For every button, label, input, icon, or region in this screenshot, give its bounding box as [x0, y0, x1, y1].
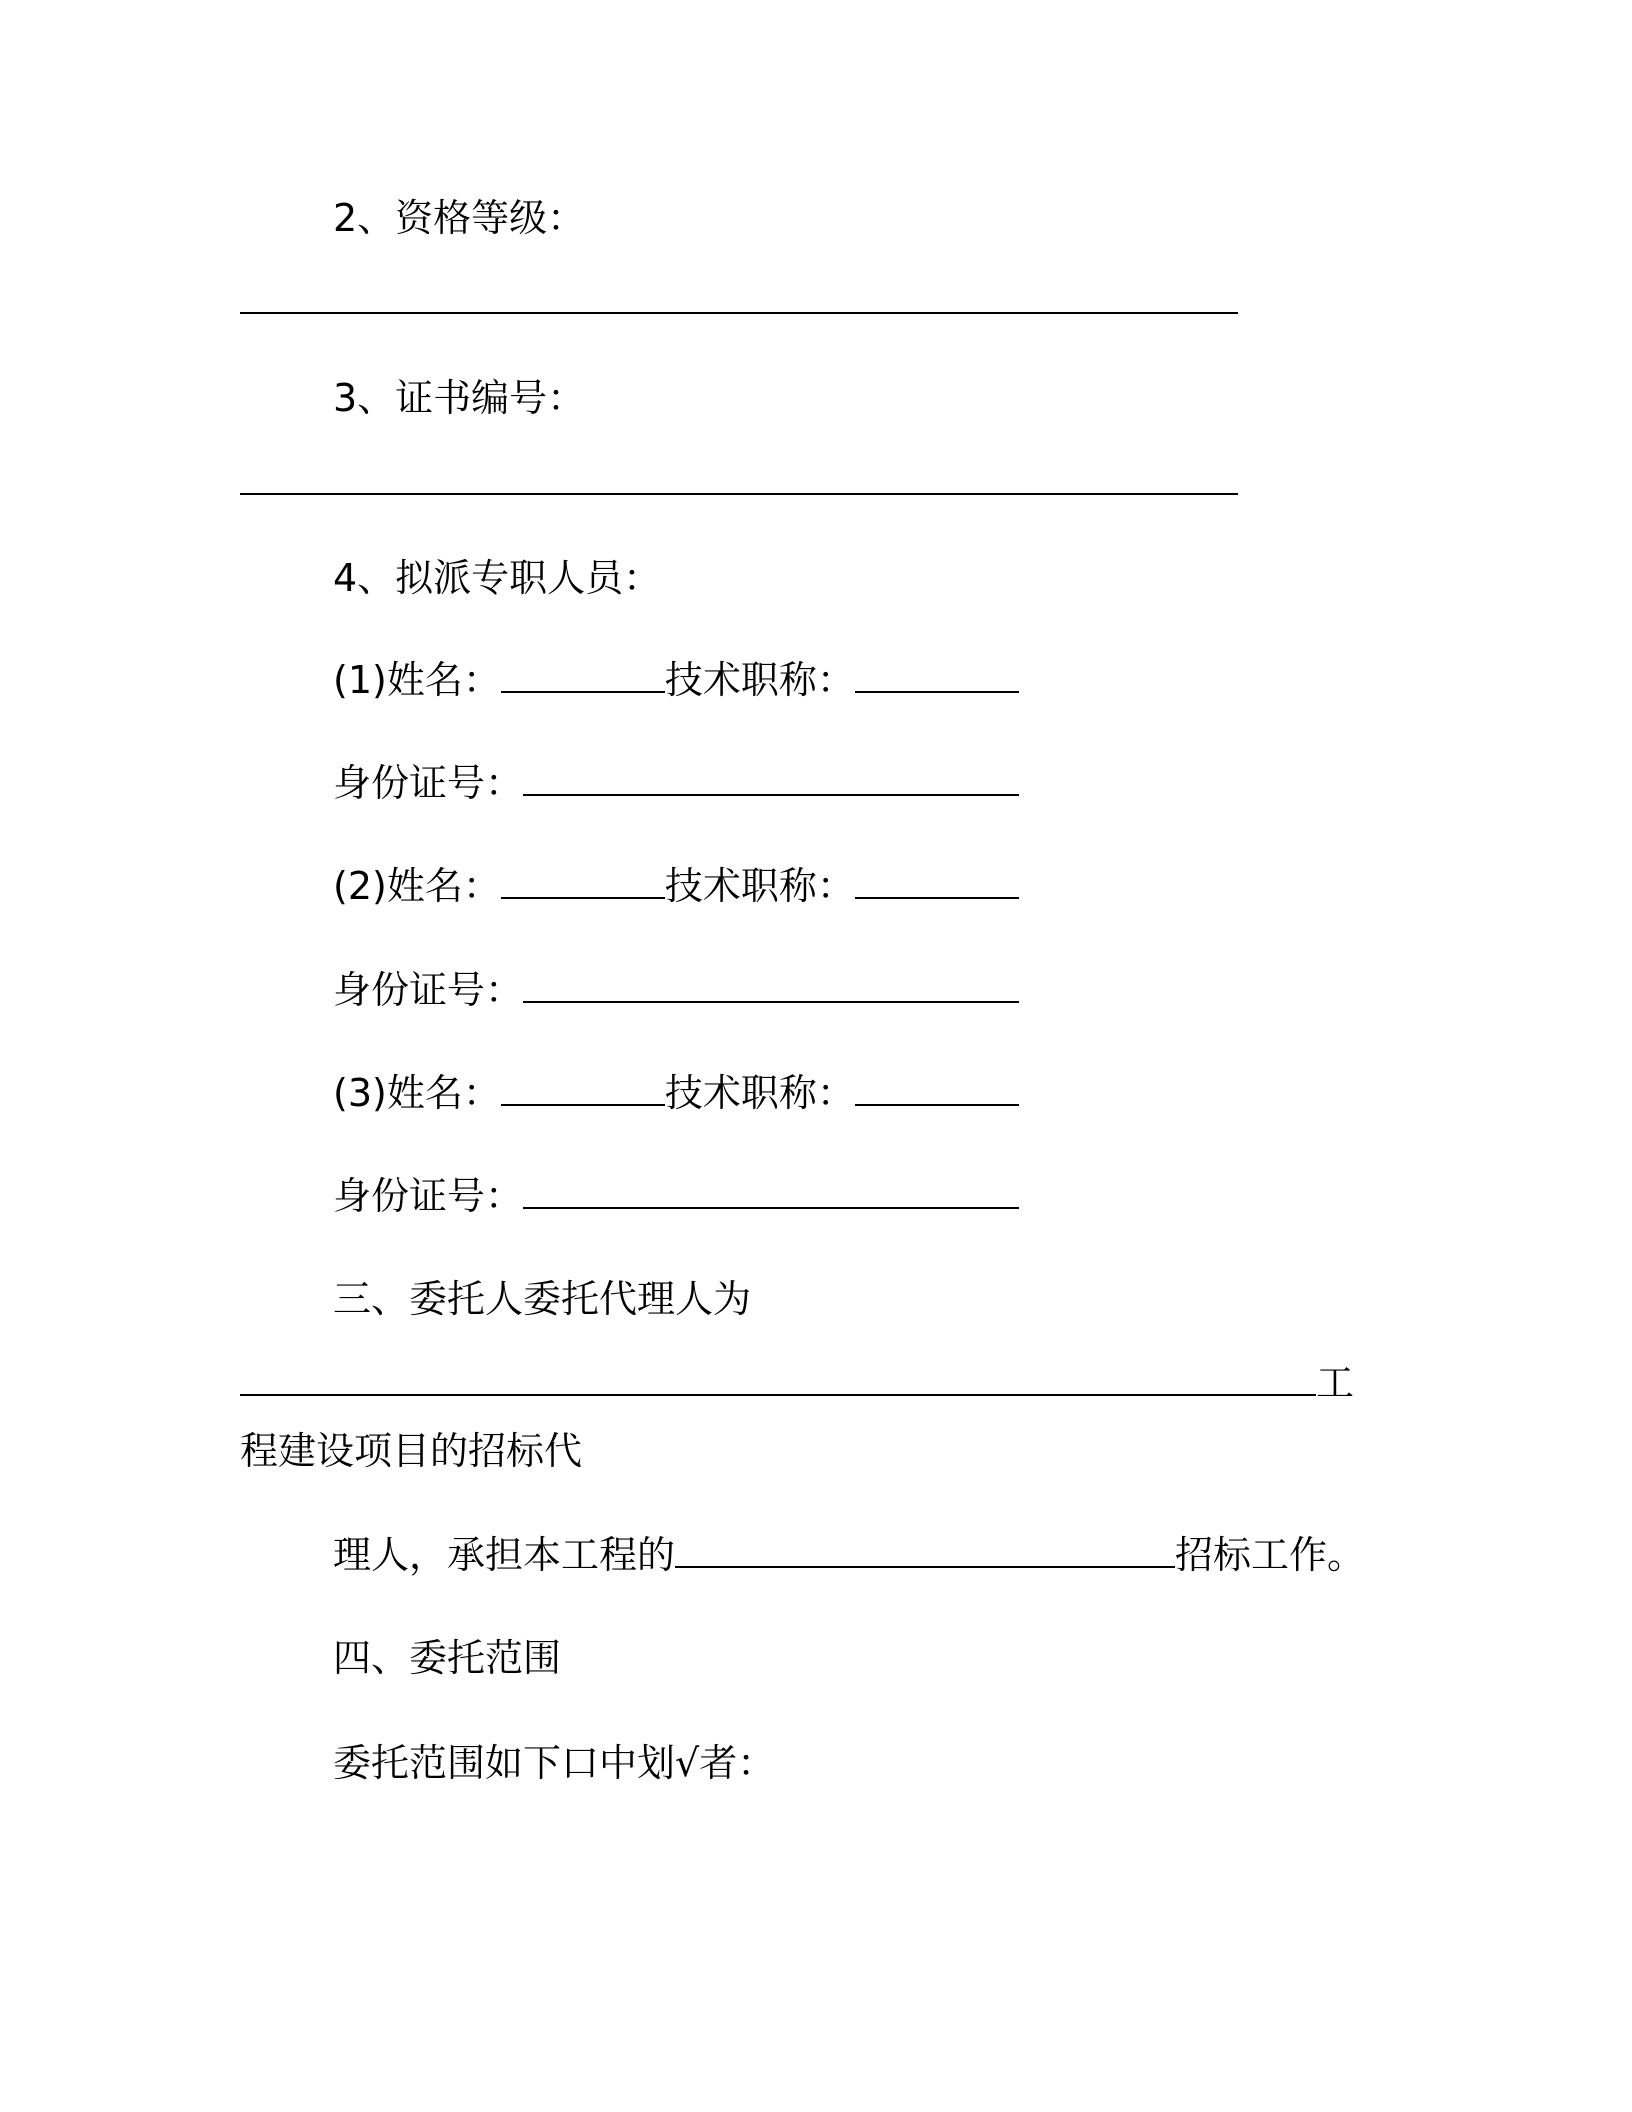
person-1-id-row: [333, 760, 1019, 806]
section-4-heading: 四、委托范围: [333, 1636, 562, 1680]
person-3-title-blank: [855, 1074, 1019, 1106]
section-3-line-3-start: 理人，承担本工程的: [333, 1533, 676, 1577]
person-2-row: [333, 863, 1019, 909]
section-3-scope-blank: [675, 1536, 1175, 1568]
person-2-id-label: 身份证号：: [333, 968, 524, 1012]
item-qualification-level: 2、资格等级：: [333, 196, 586, 240]
person-1-name-label: (1)姓名：: [333, 658, 501, 702]
person-3-name-blank: [501, 1074, 665, 1106]
section-3-line-3: [333, 1532, 1365, 1578]
item-certificate-number: 3、证书编号：: [333, 376, 586, 420]
section-3-line-3-end: 招标工作。: [1175, 1533, 1366, 1577]
person-2-title-label: 技术职称：: [664, 864, 855, 908]
person-2-name-blank: [501, 867, 665, 899]
section-3-line-2: 程建设项目的招标代: [240, 1429, 583, 1473]
person-3-id-blank: [523, 1177, 1019, 1209]
section-4-body: 委托范围如下口中划√者：: [333, 1741, 776, 1785]
section-3-tail: 工: [1316, 1361, 1355, 1405]
person-2-id-blank: [523, 971, 1019, 1003]
item-assigned-staff: 4、拟派专职人员：: [333, 556, 662, 600]
person-3-id-label: 身份证号：: [333, 1174, 524, 1218]
person-1-title-label: 技术职称：: [664, 658, 855, 702]
section-3-line-1: [240, 1360, 1354, 1406]
person-3-name-label: (3)姓名：: [333, 1071, 501, 1115]
person-3-title-label: 技术职称：: [664, 1071, 855, 1115]
blank-line-qualification: [240, 312, 1238, 314]
section-3-heading: 三、委托人委托代理人为: [333, 1277, 752, 1321]
person-2-title-blank: [855, 867, 1019, 899]
person-1-row: [333, 657, 1019, 703]
person-1-title-blank: [855, 661, 1019, 693]
person-1-id-blank: [523, 764, 1019, 796]
person-1-name-blank: [501, 661, 665, 693]
blank-line-certificate: [240, 493, 1238, 495]
person-1-id-label: 身份证号：: [333, 761, 524, 805]
person-3-row: [333, 1070, 1019, 1116]
person-2-id-row: [333, 967, 1019, 1013]
person-2-name-label: (2)姓名：: [333, 864, 501, 908]
section-3-project-blank: [240, 1364, 1316, 1396]
person-3-id-row: [333, 1173, 1019, 1219]
